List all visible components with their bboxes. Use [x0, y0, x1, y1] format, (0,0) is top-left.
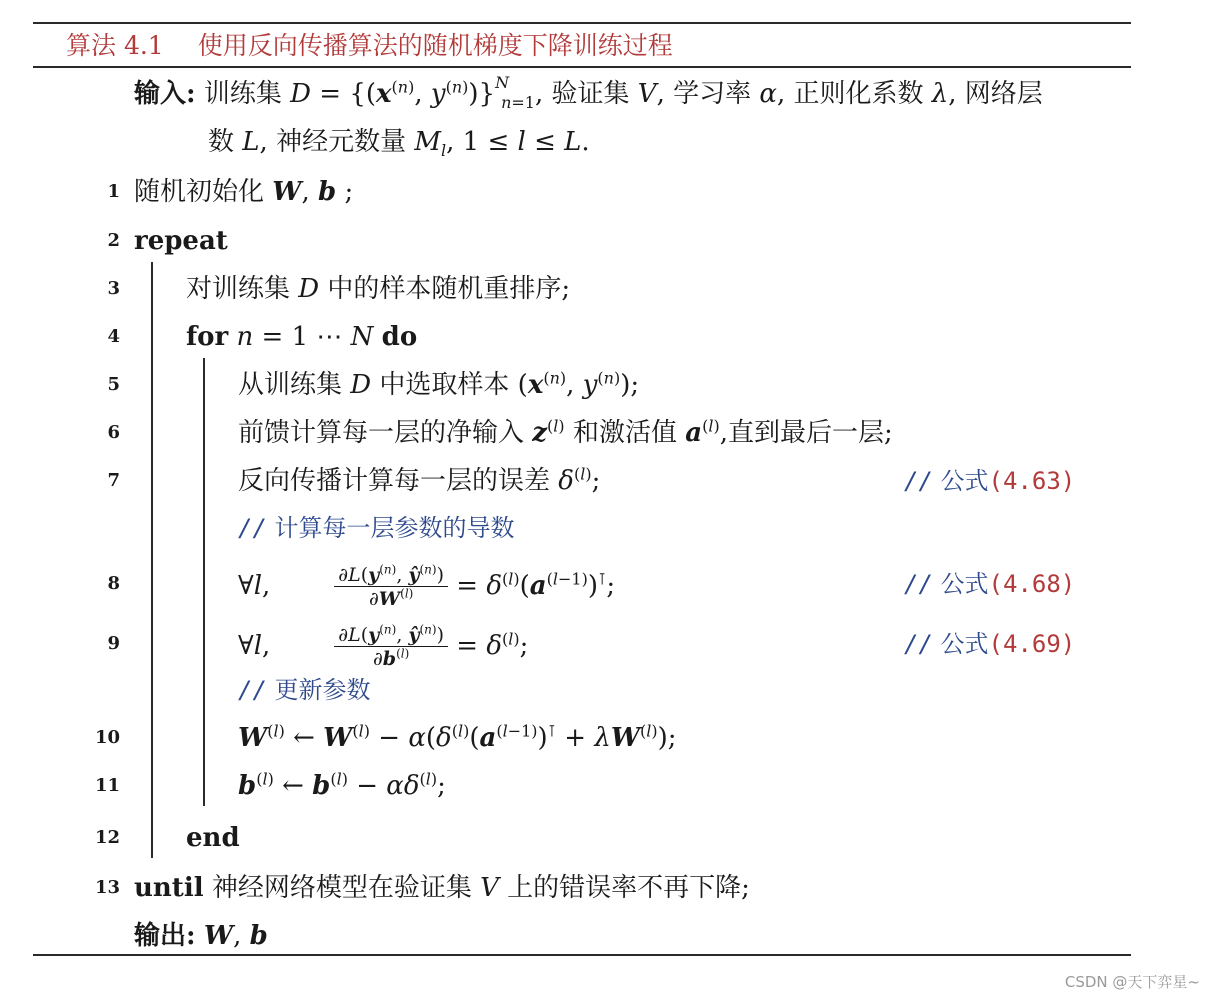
for-block-bar [203, 358, 205, 806]
comment-text: 公式 [940, 630, 989, 658]
input-text: 正则化系数 [793, 79, 924, 109]
input-text: 验证集 [551, 79, 630, 109]
watermark: CSDN @天下弈星~ [1064, 973, 1200, 991]
output-line: 输出: W, b [134, 921, 268, 951]
line-number: 7 [107, 470, 120, 491]
algorithm-header [66, 24, 673, 68]
step-update-b: $b^{(l)}$ ← $b^{(l)} - \alpha\delta^{(l)}$; [238, 769, 446, 801]
step-end [186, 818, 240, 858]
step-grad-w: ∀l, $\frac{\partial L(y^{(n)}, ŷ^{(n)})}{\partial W^{(l)}}$ = $\delta^{(l)}(a^{(l-1)})^⊺$; [238, 562, 616, 610]
line-number: 5 [107, 374, 120, 395]
step-text: 神经网络模型在验证集 [211, 873, 472, 903]
keyword-repeat: repeat [134, 226, 228, 256]
step-grad-b: ∀l, $\frac{\partial L(y^{(n)}, ŷ^{(n)})}{\partial b^{(l)}}$ = $\delta^{(l)}$; [238, 622, 529, 670]
algorithm-label: 算法 4.1 [66, 31, 164, 60]
step-for: for n = 1 ⋯ N do [186, 322, 418, 352]
step-text: 随机初始化 [134, 177, 265, 207]
line-number: 1 [107, 181, 120, 202]
formula-comment: // 公式(4.68) [904, 570, 1076, 598]
fraction: $\frac{\partial L(y^{(n)}, ŷ^{(n)})}{\partial W^{(l)}}$ [334, 564, 448, 610]
line-number: 4 [107, 326, 120, 347]
line-number: 6 [107, 422, 120, 443]
input-line-2: 数 L, 神经元数量 $M_l$, 1 ≤ l ≤ L. [208, 127, 590, 161]
step-text: 中的样本随机重排序; [327, 274, 571, 304]
line-number: 10 [94, 727, 120, 748]
comment-update: // 更新参数 [238, 676, 371, 704]
input-text: 学习率 [673, 79, 752, 109]
step-backprop: 反向传播计算每一层的误差 $\delta^{(l)}$; [238, 464, 601, 496]
comment-text: 更新参数 [274, 676, 371, 704]
input-text: 训练集 [203, 79, 282, 109]
formula-comment: // 公式(4.63) [904, 467, 1076, 495]
line-number: 13 [94, 877, 120, 898]
step-text: 和激活值 [572, 418, 677, 448]
step-forward: 前馈计算每一层的净输入 $z^{(l)}$ 和激活值 $a^{(l)}$,直到最后一层; [238, 416, 893, 448]
step-until: until 神经网络模型在验证集 V 上的错误率不再下降; [134, 873, 750, 903]
comment-text: 公式 [940, 467, 989, 495]
input-text: 数 [208, 127, 235, 157]
step-repeat [134, 221, 228, 261]
fraction: $\frac{\partial L(y^{(n)}, ŷ^{(n)})}{\partial b^{(l)}}$ [334, 624, 448, 670]
line-number: 2 [107, 230, 120, 251]
comment-text: 公式 [940, 570, 989, 598]
step-text: ,直到最后一层; [719, 418, 893, 448]
comment-derivatives: // 计算每一层参数的导数 [238, 514, 515, 542]
step-select-sample: 从训练集 D 中选取样本 ($x^{(n)}$, $y^{(n)}$); [238, 368, 640, 400]
step-update-w: $W^{(l)}$ ← $W^{(l)} - \alpha(\delta^{(l)}(a^{(l-1)})^⊺ + \lambda W^{(l)})$; [238, 721, 677, 753]
repeat-block-bar [151, 262, 153, 858]
step-text: 对训练集 [186, 274, 291, 304]
step-text: 反向传播计算每一层的误差 [238, 466, 551, 496]
line-number: 3 [107, 278, 120, 299]
step-text: 前馈计算每一层的净输入 [238, 418, 525, 448]
keyword-for: for [186, 322, 229, 352]
output-keyword: 输出: [134, 921, 196, 951]
step-text: 上的错误率不再下降; [507, 873, 750, 903]
step-text: 从训练集 [238, 370, 343, 400]
step-text: 中选取样本 [379, 370, 510, 400]
line-number: 12 [94, 827, 120, 848]
comment-text: 计算每一层参数的导数 [274, 514, 515, 542]
input-line-1: 输入: 训练集 $D = \{(x^{(n)}$, $y^{(n)})\}^N_{n=1}$, 验证集 V, 学习率 α, 正则化系数 λ, 网络层 [134, 73, 1043, 113]
algorithm-title: 使用反向传播算法的随机梯度下降训练过程 [197, 31, 673, 60]
formula-ref: (4.69) [988, 630, 1076, 658]
keyword-do: do [381, 322, 418, 352]
input-keyword: 输入: [134, 79, 196, 109]
input-text: 神经元数量 [276, 127, 407, 157]
line-number: 8 [107, 573, 120, 594]
input-text: 网络层 [964, 79, 1043, 109]
step-init: 随机初始化 W, b ; [134, 177, 354, 207]
keyword-until: until [134, 873, 204, 903]
formula-comment: // 公式(4.69) [904, 630, 1076, 658]
keyword-end: end [186, 823, 240, 853]
line-number: 11 [94, 775, 120, 796]
formula-ref: (4.63) [988, 467, 1076, 495]
formula-ref: (4.68) [988, 570, 1076, 598]
step-shuffle: 对训练集 D 中的样本随机重排序; [186, 274, 571, 304]
line-number: 9 [107, 633, 120, 654]
